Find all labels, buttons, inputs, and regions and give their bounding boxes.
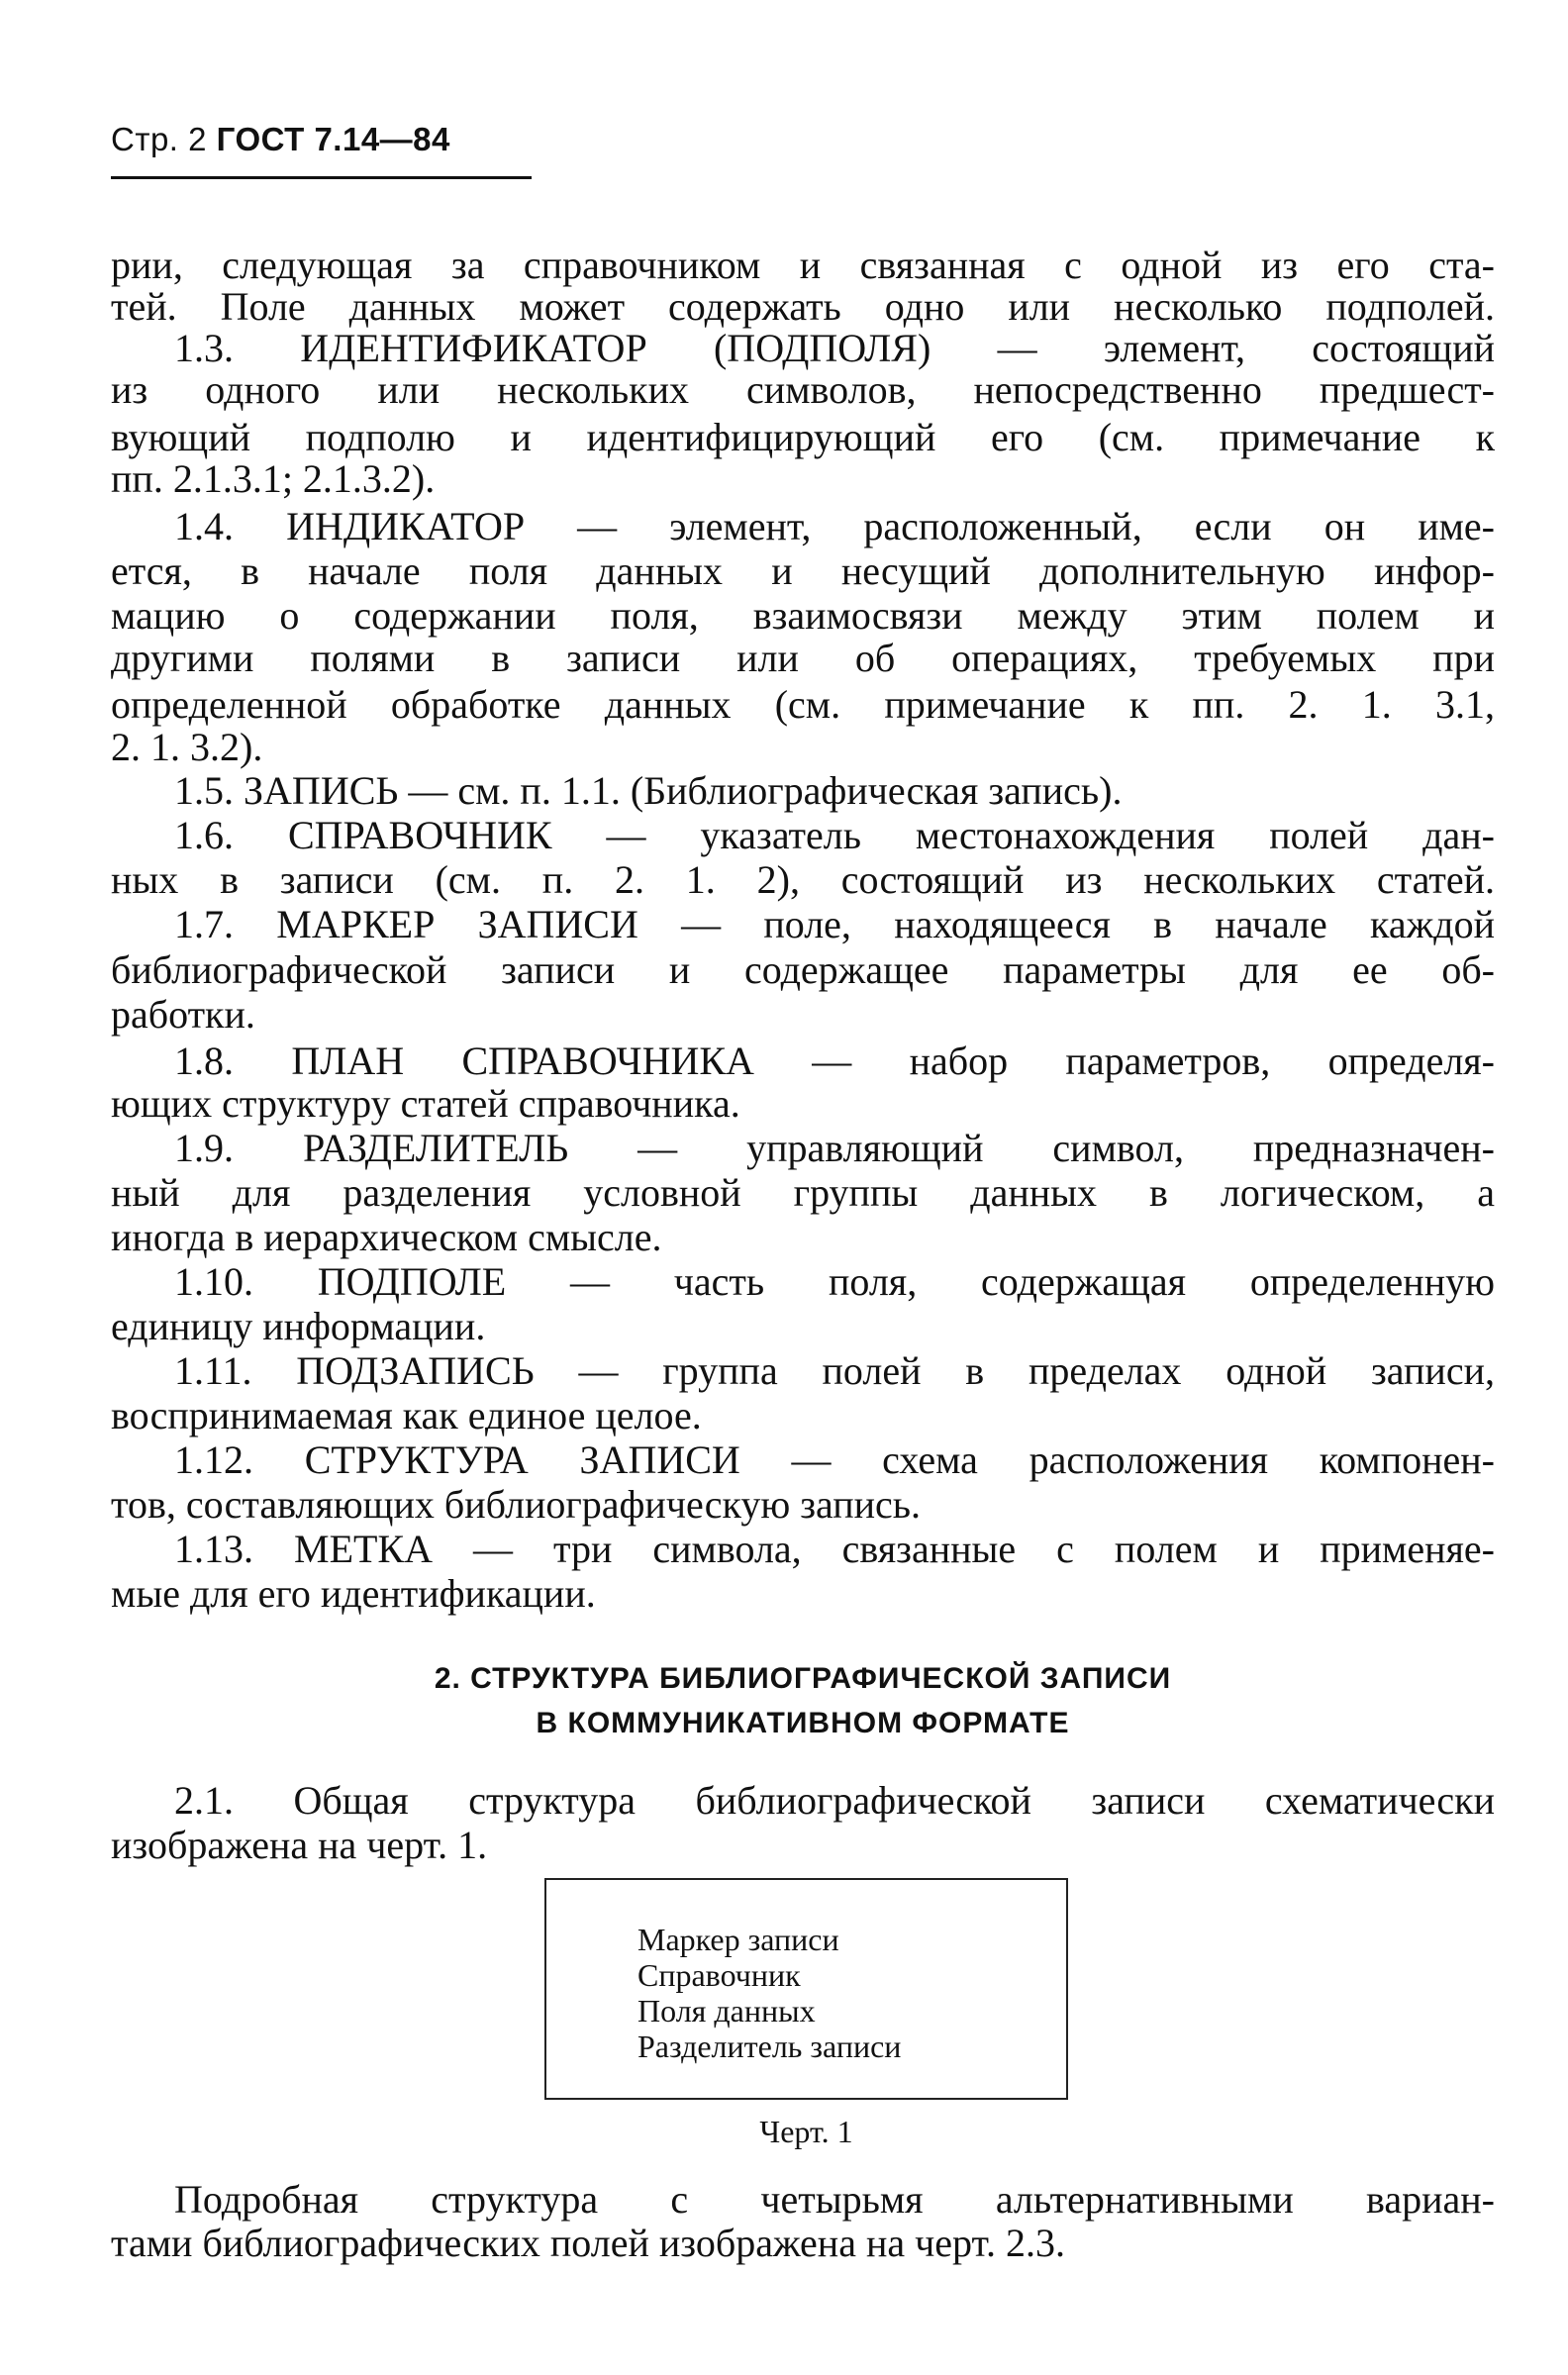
body-line: 1.10. ПОДПОЛЕ — часть поля, содержащая определенную <box>174 1259 1495 1304</box>
body-line: библиографической записи и содержащее параметры для ее об- <box>111 947 1495 992</box>
body-line: тей. Поле данных может содержать одно или несколько подполей. <box>111 284 1495 329</box>
body-line: 1.4. ИНДИКАТОР — элемент, расположенный, если он име- <box>174 504 1495 548</box>
standard-code: ГОСТ 7.14—84 <box>216 121 450 157</box>
body-line: вующий подполю и идентифицирующий его (см. примечание к <box>111 415 1495 459</box>
body-line: ный для разделения условной группы данных в логическом, а <box>111 1170 1495 1215</box>
figure-caption: Черт. 1 <box>759 2114 853 2149</box>
body-line: изображена на черт. 1. <box>111 1823 488 1867</box>
header-rule <box>111 176 532 179</box>
figure-item: Справочник <box>637 1957 801 1993</box>
body-line: воспринимаемая как единое целое. <box>111 1393 702 1437</box>
body-line: ется, в начале поля данных и несущий дополнительную инфор- <box>111 548 1495 593</box>
figure-item: Разделитель записи <box>637 2029 902 2064</box>
body-line: пп. 2.1.3.1; 2.1.3.2). <box>111 456 436 501</box>
section-heading-line-2: В КОММУНИКАТИВНОМ ФОРМАТЕ <box>536 1707 1070 1739</box>
figure-item: Маркер записи <box>637 1922 839 1957</box>
body-line: ных в записи (см. п. 2. 1. 2), состоящий из нескольких статей. <box>111 857 1495 902</box>
body-line: 1.3. ИДЕНТИФИКАТОР (ПОДПОЛЯ) — элемент, состоящий <box>174 326 1495 370</box>
body-line: из одного или нескольких символов, непосредственно предшест- <box>111 367 1495 412</box>
body-line: 1.13. МЕТКА — три символа, связанные с полем и применяе- <box>174 1527 1495 1571</box>
body-line: 1.9. РАЗДЕЛИТЕЛЬ — управляющий символ, предназначен- <box>174 1126 1495 1170</box>
page-header <box>111 121 450 158</box>
figure-item: Поля данных <box>637 1993 816 2029</box>
body-line: 1.11. ПОДЗАПИСЬ — группа полей в пределах одной записи, <box>174 1348 1495 1393</box>
figure-record-structure <box>544 1878 1068 2100</box>
body-line: мацию о содержании поля, взаимосвязи между этим полем и <box>111 593 1495 638</box>
page-number: Стр. 2 <box>111 121 217 157</box>
body-line: 1.8. ПЛАН СПРАВОЧНИКА — набор параметров, определя- <box>174 1039 1495 1083</box>
body-line: другими полями в записи или об операциях, требуемых при <box>111 636 1495 680</box>
body-line: рии, следующая за справочником и связанная с одной из его ста- <box>111 243 1495 287</box>
body-line: определенной обработке данных (см. примечание к пп. 2. 1. 3.1, <box>111 682 1495 727</box>
body-line: 2.1. Общая структура библиографической записи схематически <box>174 1778 1495 1823</box>
body-line: единицу информации. <box>111 1304 486 1348</box>
section-heading-line-1: 2. СТРУКТУРА БИБЛИОГРАФИЧЕСКОЙ ЗАПИСИ <box>434 1662 1172 1695</box>
body-line: Подробная структура с четырьмя альтернативными вариан- <box>174 2177 1495 2222</box>
body-line: 1.7. МАРКЕР ЗАПИСИ — поле, находящееся в начале каждой <box>174 902 1495 946</box>
body-line: ющих структуру статей справочника. <box>111 1081 740 1126</box>
figure-right-border <box>1066 1880 1068 2098</box>
body-line: 1.6. СПРАВОЧНИК — указатель местонахождения полей дан- <box>174 813 1495 857</box>
body-line: иногда в иерархическом смысле. <box>111 1215 662 1259</box>
body-line: тами библиографических полей изображена на черт. 2.3. <box>111 2221 1065 2265</box>
figure-left-border <box>544 1880 546 2098</box>
body-line: 1.12. СТРУКТУРА ЗАПИСИ — схема расположения компонен- <box>174 1437 1495 1482</box>
body-line: 1.5. ЗАПИСЬ — см. п. 1.1. (Библиографическая запись). <box>174 768 1123 813</box>
body-line: работки. <box>111 992 255 1037</box>
body-line: тов, составляющих библиографическую запись. <box>111 1482 922 1527</box>
body-line: 2. 1. 3.2). <box>111 725 263 769</box>
body-line: мые для его идентификации. <box>111 1571 596 1616</box>
